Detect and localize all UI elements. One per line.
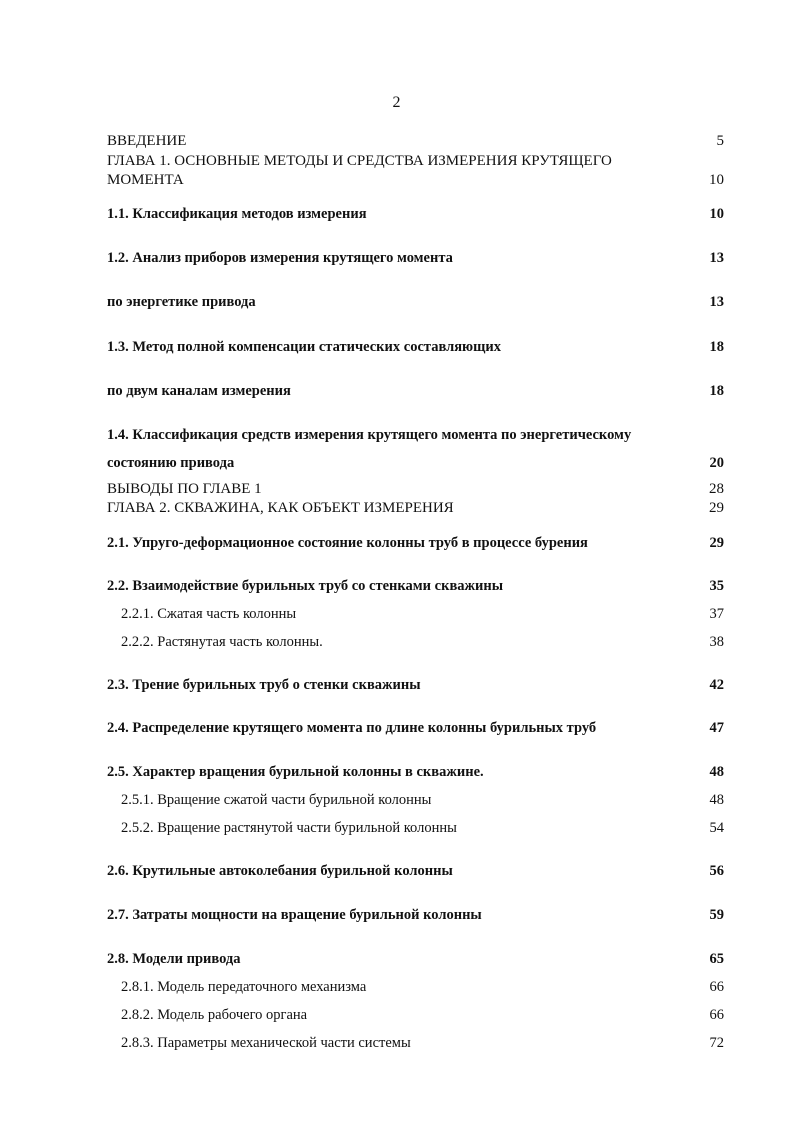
page-number: 2 <box>392 94 401 111</box>
toc-entry-page: 29 <box>709 500 724 516</box>
toc-entry-title: 2.8. Модели привода <box>107 951 241 967</box>
toc-entry-page: 13 <box>709 294 724 310</box>
toc-entry-title: 2.5. Характер вращения бурильной колонны в скважине. <box>107 764 484 780</box>
toc-entry-title: 2.5.2. Вращение растянутой части бурильной колонны <box>121 820 457 836</box>
toc-entry-title: по энергетике привода <box>107 294 256 310</box>
toc-entry-title: 2.8.2. Модель рабочего органа <box>121 1007 308 1023</box>
toc-entry-page: 29 <box>709 535 724 551</box>
toc-entry-page: 56 <box>709 863 724 879</box>
toc-entry-page: 48 <box>709 764 724 780</box>
toc-entry-page: 13 <box>709 250 724 266</box>
toc-entry-page: 10 <box>709 206 724 222</box>
toc-entry-page: 37 <box>709 606 724 622</box>
toc-entry-title: 2.2.1. Сжатая часть колонны <box>121 606 297 622</box>
toc-entry-title: 1.1. Классификация методов измерения <box>107 206 367 222</box>
toc-entry-page: 59 <box>709 907 724 923</box>
toc-entry-title: 2.2.2. Растянутая часть колонны. <box>121 634 323 650</box>
toc-entry-page: 38 <box>709 634 724 650</box>
toc-entry-title: 2.2. Взаимодействие бурильных труб со стенками скважины <box>107 578 504 594</box>
toc-entry-page: 48 <box>709 792 724 808</box>
toc-entry-title: 2.7. Затраты мощности на вращение бурильной колонны <box>107 907 482 923</box>
toc-entry-title: ГЛАВА 2. СКВАЖИНА, КАК ОБЪЕКТ ИЗМЕРЕНИЯ <box>107 500 454 516</box>
toc-entry-title: 2.3. Трение бурильных труб о стенки скважины <box>107 677 421 693</box>
toc-entry-page: 66 <box>709 979 724 995</box>
toc-entry-title: ВВЕДЕНИЕ <box>107 133 187 149</box>
toc-entry-title: по двум каналам измерения <box>107 383 291 399</box>
toc-entry-title: 2.6. Крутильные автоколебания бурильной колонны <box>107 863 453 879</box>
toc-entry-page: 47 <box>709 720 724 736</box>
toc-entry-title: ГЛАВА 1. ОСНОВНЫЕ МЕТОДЫ И СРЕДСТВА ИЗМЕРЕНИЯ КРУТЯЩЕГО <box>107 153 612 169</box>
toc-entry-page: 28 <box>709 481 724 497</box>
toc-entry-title: состоянию привода <box>107 455 235 471</box>
toc-entry-title: 1.4. Классификация средств измерения крутящего момента по энергетическому <box>107 427 632 443</box>
toc-entry-page: 18 <box>709 383 724 399</box>
toc-entry-page: 20 <box>709 455 724 471</box>
toc-entry-title: 2.1. Упруго-деформационное состояние колонны труб в процессе бурения <box>107 535 588 551</box>
toc-entry-page: 5 <box>716 133 724 149</box>
toc-entry-page: 18 <box>709 339 724 355</box>
toc-entry-page: 66 <box>709 1007 724 1023</box>
toc-entry-title: ВЫВОДЫ ПО ГЛАВЕ 1 <box>107 481 262 497</box>
toc-entry-page: 10 <box>709 172 724 188</box>
toc-entry-page: 65 <box>709 951 724 967</box>
toc-entry-page: 72 <box>709 1035 724 1051</box>
toc-entry-page: 35 <box>709 578 724 594</box>
toc-entry-title: 1.2. Анализ приборов измерения крутящего момента <box>107 250 453 266</box>
toc-entry-title: МОМЕНТА <box>107 172 184 188</box>
toc-entry-title: 2.4. Распределение крутящего момента по длине колонны бурильных труб <box>107 720 597 736</box>
toc-entry-title: 2.8.3. Параметры механической части системы <box>121 1035 411 1051</box>
toc-entry-page: 54 <box>709 820 724 836</box>
toc-entry-title: 2.8.1. Модель передаточного механизма <box>121 979 367 995</box>
toc-entry-page: 42 <box>709 677 724 693</box>
toc-entry-title: 2.5.1. Вращение сжатой части бурильной колонны <box>121 792 432 808</box>
toc-entry-title: 1.3. Метод полной компенсации статических составляющих <box>107 339 501 355</box>
